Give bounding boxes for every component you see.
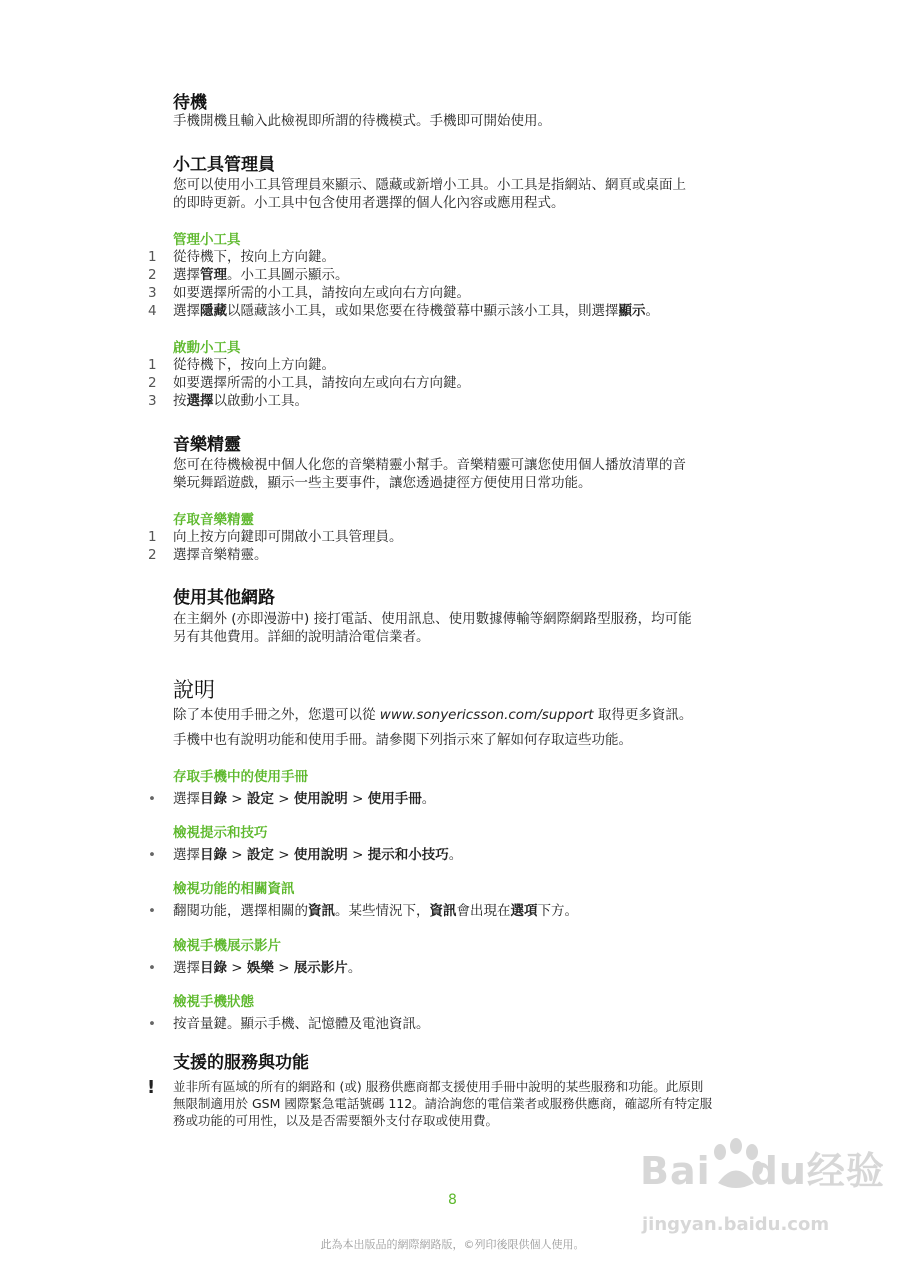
- music-mate-body-line1: 您可在待機檢視中個人化您的音樂精靈小幫手。音樂精靈可讓您使用個人播放清單的音: [173, 457, 686, 473]
- bullet-item: • 選擇目錄 > 設定 > 使用說明 > 使用手冊。: [148, 791, 436, 807]
- chapter-title-help: 說明: [173, 678, 215, 702]
- section-title-standby: 待機: [173, 93, 207, 113]
- subtitle-demo: 檢視手機展示影片: [173, 938, 281, 954]
- page-number: 8: [448, 1192, 457, 1208]
- step-row: 1 向上按方向鍵即可開啟小工具管理員。: [148, 529, 403, 545]
- section-title-other-networks: 使用其他網路: [173, 588, 275, 608]
- other-networks-body-line1: 在主網外 (亦即漫游中) 接打電話、使用訊息、使用數據傳輸等網際網路型服務，均可能: [173, 611, 692, 627]
- help-body-line2: 手機中也有說明功能和使用手冊。請參閱下列指示來了解如何存取這些功能。: [173, 732, 632, 748]
- step-row: 1 從待機下，按向上方向鍵。: [148, 249, 335, 265]
- help-body-line1: 除了本使用手冊之外，您還可以從 www.sonyericsson.com/support 取得更多資訊。: [173, 707, 693, 723]
- subtitle-user-guide: 存取手機中的使用手冊: [173, 769, 308, 785]
- bullet-item: • 選擇目錄 > 設定 > 使用說明 > 提示和小技巧。: [148, 847, 463, 863]
- subtitle-phone-status: 檢視手機狀態: [173, 994, 254, 1010]
- other-networks-body-line2: 另有其他費用。詳細的說明請洽電信業者。: [173, 629, 430, 645]
- step-row: 1 從待機下，按向上方向鍵。: [148, 357, 335, 373]
- bullet-item: • 按音量鍵。顯示手機、記憶體及電池資訊。: [148, 1016, 430, 1032]
- subtitle-start-widget: 啟動小工具: [173, 340, 241, 356]
- section-title-music-mate: 音樂精靈: [173, 435, 241, 455]
- music-mate-body-line2: 樂玩舞蹈遊戲，顯示一些主要事件，讓您透過捷徑方便使用日常功能。: [173, 475, 592, 491]
- bullet-item: • 選擇目錄 > 娛樂 > 展示影片。: [148, 960, 362, 976]
- step-row: 2 選擇管理。小工具圖示顯示。: [148, 267, 349, 283]
- subtitle-feature-info: 檢視功能的相關資訊: [173, 881, 295, 897]
- baidu-watermark-url: jingyan.baidu.com: [642, 1214, 830, 1235]
- exclamation-icon: !: [147, 1077, 156, 1098]
- subtitle-access-music-mate: 存取音樂精靈: [173, 512, 254, 528]
- widget-manager-body-line1: 您可以使用小工具管理員來顯示、隱藏或新增小工具。小工具是指網站、網頁或桌面上: [173, 177, 686, 193]
- section-title-services: 支援的服務與功能: [173, 1053, 309, 1073]
- step-row: 2 選擇音樂精靈。: [148, 547, 268, 563]
- standby-body: 手機開機且輸入此檢視即所謂的待機模式。手機即可開始使用。: [173, 113, 551, 129]
- bullet-item: • 翻閱功能，選擇相關的資訊。某些情況下，資訊會出現在選項下方。: [148, 903, 578, 919]
- subtitle-tips: 檢視提示和技巧: [173, 825, 268, 841]
- step-row: 4 選擇隱藏以隱藏該小工具，或如果您要在待機螢幕中顯示該小工具，則選擇顯示。: [148, 303, 659, 319]
- services-note: 並非所有區域的所有的網路和 (或) 服務供應商都支援使用手冊中說明的某些服務和功能。此原則 無限制適用於 GSM 國際緊急電話號碼 112。請洽詢您的電信業者或服務供應商，確認所有特定服 務或功能的可用性，以及是否需要額外支付存取或使用費。: [173, 1079, 713, 1128]
- widget-manager-body-line2: 的即時更新。小工具中包含使用者選擇的個人化內容或應用程式。: [173, 195, 565, 211]
- baidu-watermark-logo: Bai du经验: [640, 1149, 885, 1193]
- subtitle-manage-widgets: 管理小工具: [173, 232, 241, 248]
- step-row: 2 如要選擇所需的小工具，請按向左或向右方向鍵。: [148, 375, 470, 391]
- step-row: 3 如要選擇所需的小工具，請按向左或向右方向鍵。: [148, 285, 470, 301]
- footer-note: 此為本出版品的網際網路版，©列印後限供個人使用。: [320, 1238, 585, 1251]
- support-url: www.sonyericsson.com/support: [379, 707, 594, 723]
- step-row: 3 按選擇以啟動小工具。: [148, 393, 308, 409]
- section-title-widget-manager: 小工具管理員: [173, 155, 275, 175]
